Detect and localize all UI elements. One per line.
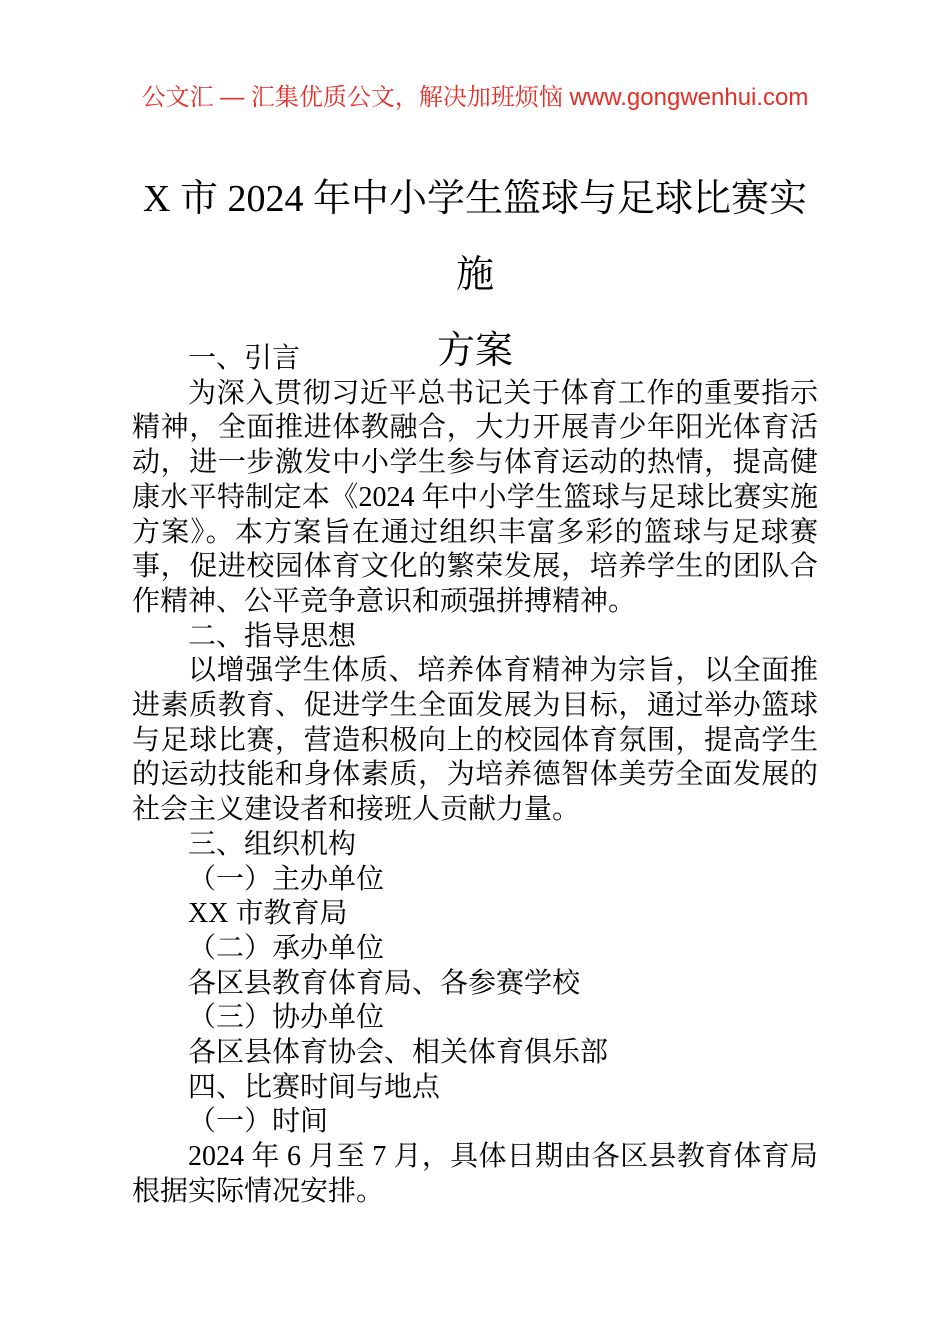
para-guiding-ideology: 以增强学生体质、培养体育精神为宗旨，以全面推进素质教育、促进学生全面发展为目标，通过举办篮球与足球比赛，营造积极向上的校园体育氛围，提高学生的运动技能和身体素质，为培养德智体美劳全面发展的社会主义建设者和接班人贡献力量。 <box>132 655 818 826</box>
subheading-organizer-unit: （二）承办单位 <box>188 932 385 964</box>
para-time-detail: 2024 年 6 月至 7 月，具体日期由各区县教育体育局根据实际情况安排。 <box>132 1141 818 1207</box>
subheading-time: （一）时间 <box>188 1106 329 1138</box>
line-co-organizer-value: 各区县体育协会、相关体育俱乐部 <box>188 1037 609 1069</box>
para-introduction: 为深入贯彻习近平总书记关于体育工作的重要指示精神，全面推进体教融合，大力开展青少年阳光体育活动，进一步激发中小学生参与体育运动的热情，提高健康水平特制定本《2024 年中小学生篮球与足球比赛实施方案》。本方案旨在通过组织丰富多彩的篮球与足球赛事，促进校园体育文化的繁荣发展，培养学生的团队合作精神、公平竞争意识和顽强拼搏精神。 <box>132 377 818 617</box>
heading-organization: 三、组织机构 <box>188 828 357 860</box>
site-watermark: 公文汇 — 汇集优质公文，解决加班烦恼 www.gongwenhui.com <box>141 84 809 111</box>
heading-time-location: 四、比赛时间与地点 <box>188 1071 441 1103</box>
document-title-line-2: 方案 <box>436 330 513 372</box>
heading-introduction: 一、引言 <box>188 343 301 374</box>
line-host-unit-value: XX 市教育局 <box>188 898 348 930</box>
heading-guiding-ideology: 二、指导思想 <box>188 620 357 652</box>
line-organizer-value: 各区县教育体育局、各参赛学校 <box>188 967 581 999</box>
subheading-co-organizer-unit: （三）协办单位 <box>188 1002 385 1034</box>
document-body <box>132 342 818 1210</box>
document-title-line-1: X 市 2024 年中小学生篮球与足球比赛实施 <box>143 178 807 296</box>
subheading-host-unit: （一）主办单位 <box>188 863 385 895</box>
